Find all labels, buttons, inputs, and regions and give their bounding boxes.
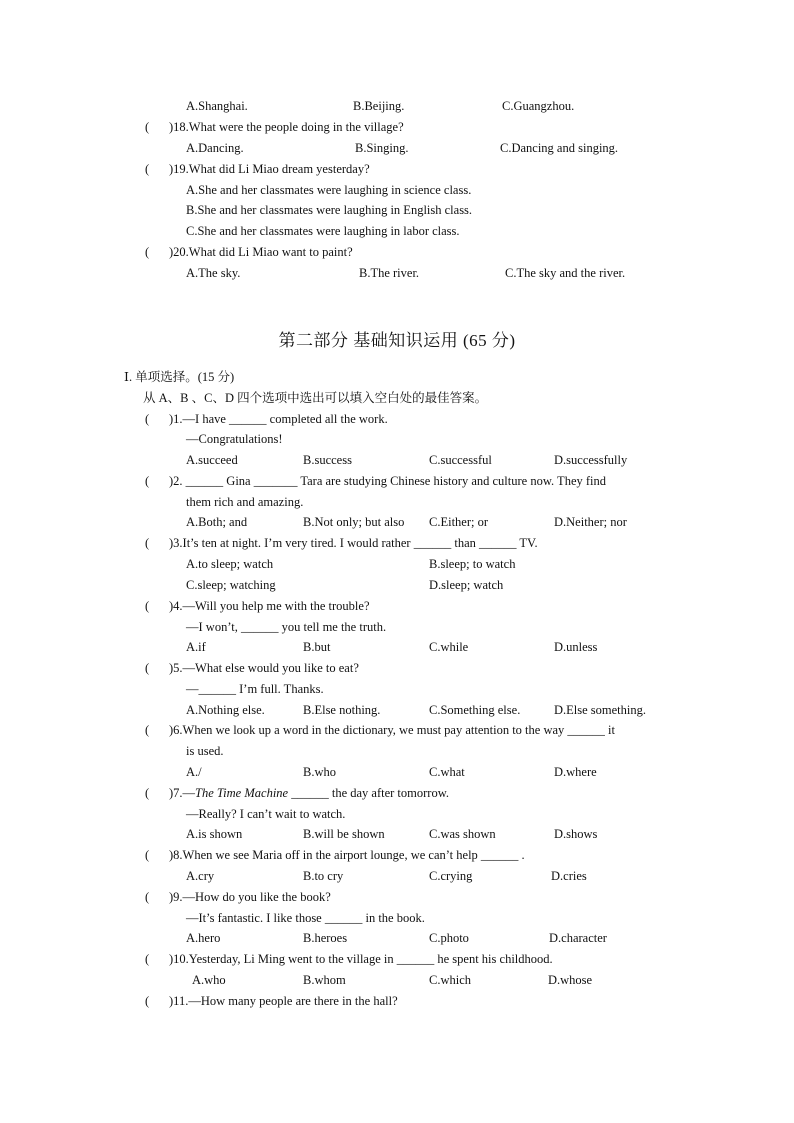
q7-movie-title: The Time Machine — [195, 786, 289, 800]
q3-text: )3.It’s ten at night. I’m very tired. I would rather ______ than ______ TV. — [169, 536, 538, 550]
q2-option-a: A.Both; and — [186, 515, 248, 529]
q9-option-a: A.hero — [186, 931, 221, 945]
q9-option-c: C.photo — [429, 931, 469, 945]
q10-text: )10.Yesterday, Li Ming went to the village in ______ he spent his childhood. — [169, 952, 553, 966]
q17-option-c: C.Guangzhou. — [502, 99, 575, 113]
answer-paren: ( — [145, 994, 150, 1008]
q20-option-c: C.The sky and the river. — [505, 266, 626, 280]
q20-text: )20.What did Li Miao want to paint? — [169, 245, 353, 259]
q4-option-c: C.while — [429, 640, 469, 654]
q8-option-a: A.cry — [186, 869, 215, 883]
answer-paren: ( — [145, 162, 150, 176]
q9-option-d: D.character — [549, 931, 607, 945]
q18-text: )18.What were the people doing in the village? — [169, 120, 404, 134]
q2-option-c: C.Either; or — [429, 515, 489, 529]
q10-option-b: B.whom — [303, 973, 346, 987]
q7-text — [169, 785, 449, 801]
q3-option-d: D.sleep; watch — [429, 578, 504, 592]
q6-option-b: B.who — [303, 765, 336, 779]
q19-option-b: B.She and her classmates were laughing in English class. — [186, 203, 473, 217]
q1-option-b: B.success — [303, 453, 352, 467]
answer-paren: ( — [145, 661, 150, 675]
q18-option-a: A.Dancing. — [186, 141, 244, 155]
q5-option-b: B.Else nothing. — [303, 703, 381, 717]
q5-option-a: A.Nothing else. — [186, 703, 265, 717]
q2-text-cont: them rich and amazing. — [186, 495, 304, 509]
q4-text: )4.—Will you help me with the trouble? — [169, 599, 370, 613]
q7-option-d: D.shows — [554, 827, 598, 841]
q19-text: )19.What did Li Miao dream yesterday? — [169, 162, 370, 176]
q2-option-d: D.Neither; nor — [554, 515, 627, 529]
answer-paren: ( — [145, 723, 150, 737]
q7-option-c: C.was shown — [429, 827, 496, 841]
q8-option-c: C.crying — [429, 869, 473, 883]
answer-paren: ( — [145, 599, 150, 613]
q7-option-a: A.is shown — [186, 827, 243, 841]
q19-option-c: C.She and her classmates were laughing in labor class. — [186, 224, 460, 238]
q5-text: )5.—What else would you like to eat? — [169, 661, 359, 675]
answer-paren: ( — [145, 890, 150, 904]
q17-option-a: A.Shanghai. — [186, 99, 248, 113]
q2-text: )2. ______ Gina _______ Tara are studying Chinese history and culture now. They find — [169, 474, 607, 488]
q6-option-a: A./ — [186, 765, 202, 779]
answer-paren: ( — [145, 245, 150, 259]
q9-text: )9.—How do you like the book? — [169, 890, 331, 904]
q4-option-d: D.unless — [554, 640, 598, 654]
q7-option-b: B.will be shown — [303, 827, 385, 841]
answer-paren: ( — [145, 120, 150, 134]
answer-paren: ( — [145, 412, 150, 426]
q8-text: )8.When we see Maria off in the airport lounge, we can’t help ______ . — [169, 848, 525, 862]
q17-option-b: B.Beijing. — [353, 99, 405, 113]
part-heading: Ⅰ. 单项选择。(15 分) — [124, 370, 235, 384]
q20-option-a: A.The sky. — [186, 266, 241, 280]
q5-option-c: C.Something else. — [429, 703, 521, 717]
q6-option-d: D.where — [554, 765, 597, 779]
q4-option-a: A.if — [186, 640, 206, 654]
q1-option-a: A.succeed — [186, 453, 238, 467]
q2-option-b: B.Not only; but also — [303, 515, 405, 529]
q19-option-a: A.She and her classmates were laughing in science class. — [186, 183, 472, 197]
q1-option-d: D.successfully — [554, 453, 628, 467]
q9-option-b: B.heroes — [303, 931, 348, 945]
q20-option-b: B.The river. — [359, 266, 420, 280]
q6-text: )6.When we look up a word in the dictionary, we must pay attention to the way ______ it — [169, 723, 615, 737]
q18-option-c: C.Dancing and singing. — [500, 141, 619, 155]
q7-rest: ______ the day after tomorrow. — [288, 786, 450, 800]
q18-option-b: B.Singing. — [355, 141, 409, 155]
q1-text: )1.—I have ______ completed all the work. — [169, 412, 388, 426]
q1-reply: —Congratulations! — [186, 432, 283, 446]
answer-paren: ( — [145, 474, 150, 488]
q5-option-d: D.Else something. — [554, 703, 647, 717]
q3-option-a: A.to sleep; watch — [186, 557, 274, 571]
q10-option-c: C.which — [429, 973, 472, 987]
q3-option-b: B.sleep; to watch — [429, 557, 516, 571]
q8-option-b: B.to cry — [303, 869, 344, 883]
q7-prefix: )7.— — [169, 786, 196, 800]
q10-option-d: D.whose — [548, 973, 593, 987]
q3-option-c: C.sleep; watching — [186, 578, 276, 592]
q8-option-d: D.cries — [551, 869, 587, 883]
q10-option-a: A.who — [192, 973, 226, 987]
part-instruction: 从 A、B 、C、D 四个选项中选出可以填入空白处的最佳答案。 — [143, 391, 488, 405]
q4-option-b: B.but — [303, 640, 331, 654]
answer-paren: ( — [145, 536, 150, 550]
q4-reply: —I won’t, ______ you tell me the truth. — [186, 620, 387, 634]
q11-text: )11.—How many people are there in the hall? — [169, 994, 398, 1008]
q9-reply: —It’s fantastic. I like those ______ in the book. — [186, 911, 425, 925]
answer-paren: ( — [145, 848, 150, 862]
q7-reply: —Really? I can’t wait to watch. — [186, 807, 346, 821]
answer-paren: ( — [145, 952, 150, 966]
section-title: 第二部分 基础知识运用 (65 分) — [278, 331, 516, 350]
q6-text-cont: is used. — [186, 744, 224, 758]
answer-paren: ( — [145, 786, 150, 800]
q1-option-c: C.successful — [429, 453, 492, 467]
q5-reply: —______ I’m full. Thanks. — [186, 682, 324, 696]
q6-option-c: C.what — [429, 765, 465, 779]
